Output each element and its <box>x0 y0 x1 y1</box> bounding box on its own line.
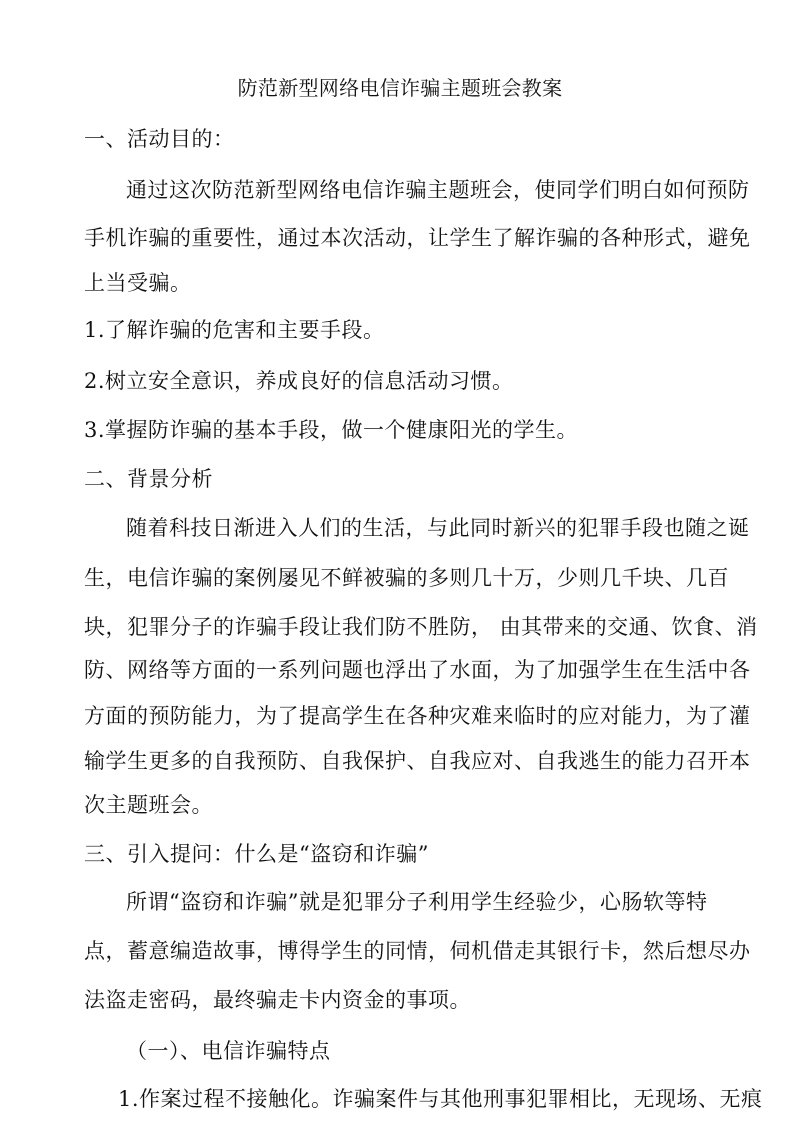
section-2-para-line: 生，电信诈骗的案例屡见不鲜被骗的多则几十万，少则几千块、几百 <box>84 566 729 590</box>
document-title: 防范新型网络电信诈骗主题班会教案 <box>237 76 563 100</box>
section-2-para-line: 方面的预防能力，为了提高学生在各种灾难来临时的应对能力，为了灌 <box>84 704 751 728</box>
section-2-heading: 二、背景分析 <box>84 467 213 491</box>
section-1-para-line: 通过这次防范新型网络电信诈骗主题班会，使同学们明白如何预防 <box>126 178 750 202</box>
section-1-heading: 一、活动目的： <box>84 127 235 151</box>
section-3-para-line: 点，蓄意编造故事，博得学生的同情，伺机借走其银行卡，然后想尽办 <box>84 939 751 963</box>
section-1-list-item: 1.了解诈骗的危害和主要手段。 <box>84 318 385 342</box>
section-1-para-line: 上当受骗。 <box>84 271 192 295</box>
section-3-point: 1.作案过程不接触化。诈骗案件与其他刑事犯罪相比，无现场、无痕 <box>118 1087 763 1111</box>
section-3-subheading: （一）、电信诈骗特点 <box>126 1039 331 1063</box>
section-2-para-line: 块，犯罪分子的诈骗手段让我们防不胜防， 由其带来的交通、饮食、消 <box>84 615 758 639</box>
section-2-para-line: 次主题班会。 <box>84 793 213 817</box>
section-1-list-item: 3.掌握防诈骗的基本手段，做一个健康阳光的学生。 <box>84 418 579 442</box>
section-3-para-line: 法盗走密码，最终骗走卡内资金的事项。 <box>84 988 471 1012</box>
section-2-para-line: 输学生更多的自我预防、自我保护、自我应对、自我逃生的能力召开本 <box>84 749 751 773</box>
section-3-heading: 三、引入提问：什么是“盗窃和诈骗” <box>84 842 429 866</box>
section-2-para-line: 随着科技日渐进入人们的生活，与此同时新兴的犯罪手段也随之诞 <box>126 516 750 540</box>
section-1-para-line: 手机诈骗的重要性，通过本次活动，让学生了解诈骗的各种形式，避免 <box>84 226 751 250</box>
section-1-list-item: 2.树立安全意识，养成良好的信息活动习惯。 <box>84 369 514 393</box>
section-3-para-line: 所谓“盗窃和诈骗”就是犯罪分子利用学生经验少，心肠软等特 <box>126 890 708 914</box>
section-2-para-line: 防、网络等方面的一系列问题也浮出了水面，为了加强学生在生活中各 <box>84 658 751 682</box>
